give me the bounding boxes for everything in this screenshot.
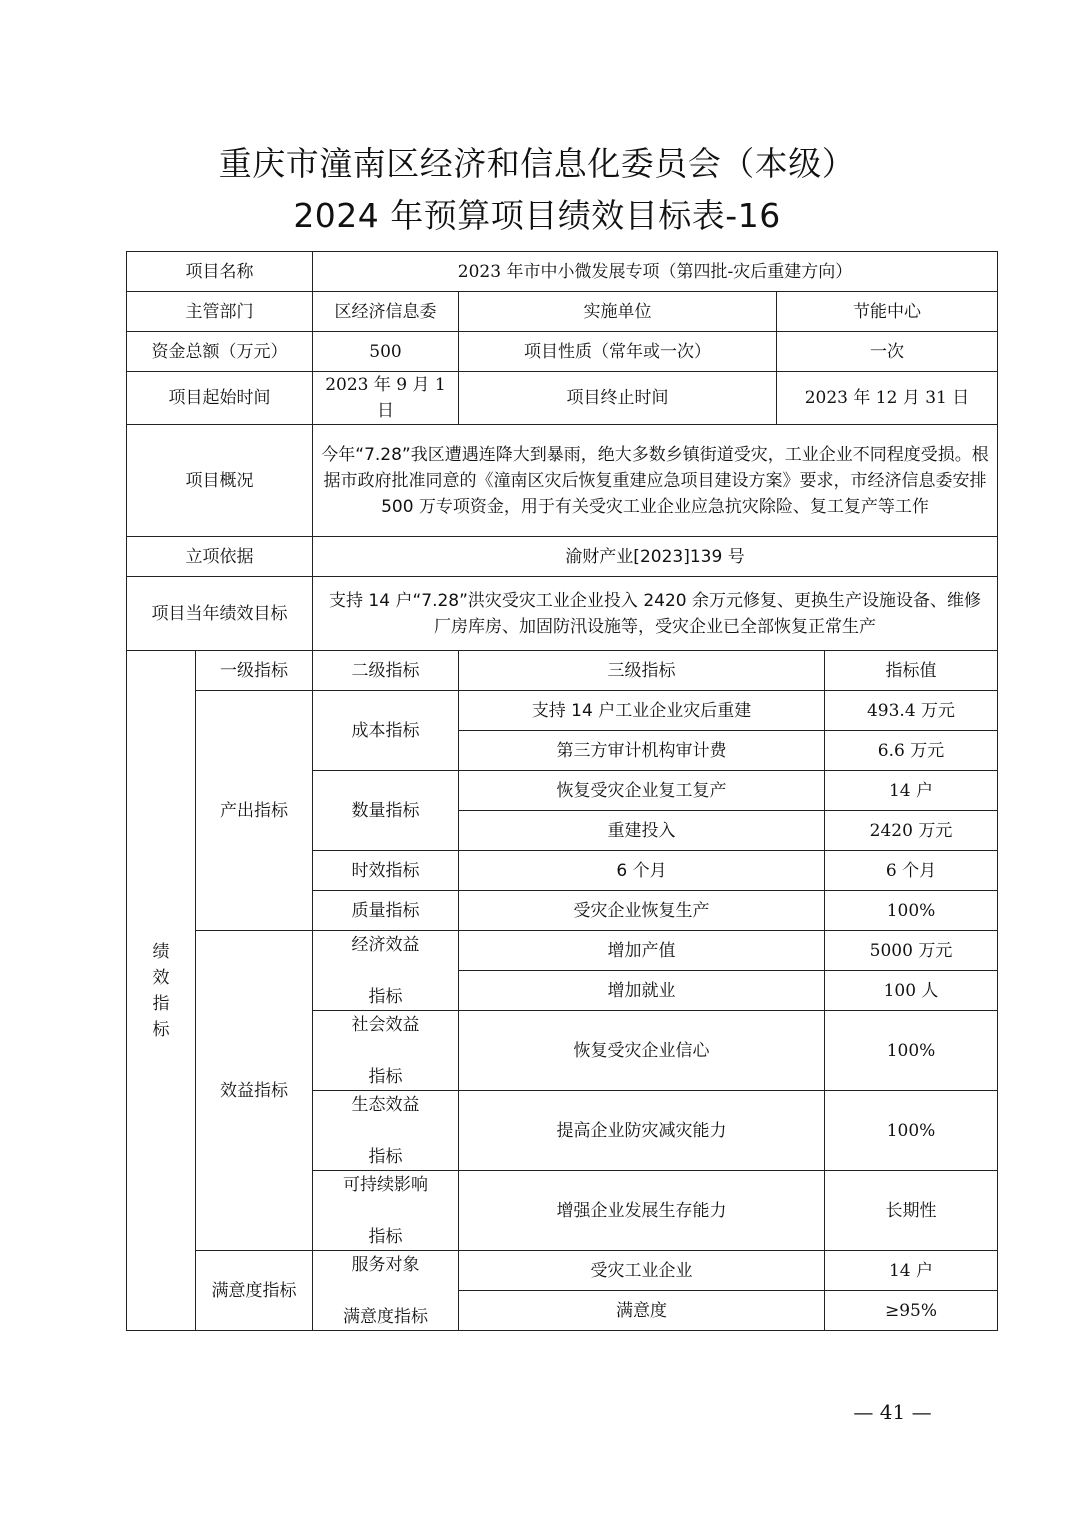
nature-label: 项目性质（常年或一次） — [459, 332, 777, 372]
econ-row-1-name: 增加产值 — [459, 931, 825, 971]
row-dept — [127, 292, 998, 332]
row-overview — [127, 425, 998, 537]
impl-value: 节能中心 — [777, 292, 998, 332]
sustain-row-value: 长期性 — [825, 1171, 998, 1251]
impl-label: 实施单位 — [459, 292, 777, 332]
eco-label-line1: 生态效益 — [351, 1094, 420, 1115]
sustain-label — [313, 1171, 459, 1251]
row-goal — [127, 577, 998, 651]
eco-label-line2: 指标 — [368, 1146, 403, 1167]
header-level1: 一级指标 — [196, 651, 313, 691]
social-label-line2: 指标 — [368, 1066, 403, 1087]
time-row-name: 6 个月 — [459, 851, 825, 891]
cost-row-2-name: 第三方审计机构审计费 — [459, 731, 825, 771]
goal-label: 项目当年绩效目标 — [127, 577, 313, 651]
title-line-1: 重庆市潼南区经济和信息化委员会（本级） — [218, 144, 856, 183]
basis-value: 渝财产业[2023]139 号 — [313, 537, 998, 577]
end-label: 项目终止时间 — [459, 372, 777, 425]
table-row — [127, 1251, 998, 1291]
basis-label: 立项依据 — [127, 537, 313, 577]
row-basis — [127, 537, 998, 577]
section-char-1: 绩 — [152, 941, 170, 962]
start-value: 2023 年 9 月 1 日 — [313, 372, 459, 425]
row-funds — [127, 332, 998, 372]
start-label: 项目起始时间 — [127, 372, 313, 425]
quantity-row-1-name: 恢复受灾企业复工复产 — [459, 771, 825, 811]
social-row-value: 100% — [825, 1011, 998, 1091]
satisfaction-row-1-name: 受灾工业企业 — [459, 1251, 825, 1291]
cost-label: 成本指标 — [313, 691, 459, 771]
funds-value: 500 — [313, 332, 459, 372]
cost-row-1-value: 493.4 万元 — [825, 691, 998, 731]
nature-value: 一次 — [777, 332, 998, 372]
satisfaction-row-1-value: 14 户 — [825, 1251, 998, 1291]
satisfaction-label-line1: 服务对象 — [351, 1254, 420, 1275]
funds-label: 资金总额（万元） — [127, 332, 313, 372]
row-project-name — [127, 252, 998, 292]
row-dates — [127, 372, 998, 425]
overview-value: 今年“7.28”我区遭遇连降大到暴雨，绝大多数乡镇街道受灾，工业企业不同程度受损。根据市政府批准同意的《潼南区灾后恢复重建应急项目建设方案》要求，市经济信息委安排 500 万专项资金，用于有关受灾工业企业应急抗灾除险、复工复产等工作 — [313, 425, 998, 537]
header-level2: 二级指标 — [313, 651, 459, 691]
econ-row-1-value: 5000 万元 — [825, 931, 998, 971]
project-name-value: 2023 年市中小微发展专项（第四批-灾后重建方向） — [313, 252, 998, 292]
section-label — [127, 651, 196, 1331]
sustain-row-name: 增强企业发展生存能力 — [459, 1171, 825, 1251]
overview-label: 项目概况 — [127, 425, 313, 537]
econ-row-2-name: 增加就业 — [459, 971, 825, 1011]
title-line-2: 2024 年预算项目绩效目标表-16 — [293, 196, 781, 235]
table-row — [127, 691, 998, 731]
sustain-label-line1: 可持续影响 — [343, 1174, 428, 1195]
quality-row-value: 100% — [825, 891, 998, 931]
header-value: 指标值 — [825, 651, 998, 691]
goal-value: 支持 14 户“7.28”洪灾受灾工业企业投入 2420 余万元修复、更换生产设施设备、维修厂房库房、加固防汛设施等，受灾企业已全部恢复正常生产 — [313, 577, 998, 651]
quantity-row-1-value: 14 户 — [825, 771, 998, 811]
eco-row-name: 提高企业防灾减灾能力 — [459, 1091, 825, 1171]
dept-value: 区经济信息委 — [313, 292, 459, 332]
satisfaction-label — [313, 1251, 459, 1331]
social-row-name: 恢复受灾企业信心 — [459, 1011, 825, 1091]
sustain-label-line2: 指标 — [368, 1226, 403, 1247]
dept-label: 主管部门 — [127, 292, 313, 332]
section-char-2: 效 — [152, 967, 170, 988]
level1-output: 产出指标 — [196, 691, 313, 931]
econ-label-line2: 指标 — [368, 986, 403, 1007]
page-number: — 41 — — [853, 1400, 932, 1424]
time-label: 时效指标 — [313, 851, 459, 891]
social-label — [313, 1011, 459, 1091]
level1-satisfaction: 满意度指标 — [196, 1251, 313, 1331]
table-row — [127, 931, 998, 971]
header-level3: 三级指标 — [459, 651, 825, 691]
cost-row-2-value: 6.6 万元 — [825, 731, 998, 771]
quality-row-name: 受灾企业恢复生产 — [459, 891, 825, 931]
econ-label — [313, 931, 459, 1011]
eco-row-value: 100% — [825, 1091, 998, 1171]
cost-row-1-name: 支持 14 户工业企业灾后重建 — [459, 691, 825, 731]
indicator-header-row — [127, 651, 998, 691]
quality-label: 质量指标 — [313, 891, 459, 931]
quantity-row-2-name: 重建投入 — [459, 811, 825, 851]
econ-row-2-value: 100 人 — [825, 971, 998, 1011]
section-char-4: 标 — [152, 1019, 170, 1040]
satisfaction-label-line2: 满意度指标 — [343, 1306, 428, 1327]
quantity-row-2-value: 2420 万元 — [825, 811, 998, 851]
time-row-value: 6 个月 — [825, 851, 998, 891]
level1-benefit: 效益指标 — [196, 931, 313, 1251]
project-name-label: 项目名称 — [127, 252, 313, 292]
satisfaction-row-2-value: ≥95% — [825, 1291, 998, 1331]
quantity-label: 数量指标 — [313, 771, 459, 851]
econ-label-line1: 经济效益 — [351, 934, 420, 955]
eco-label — [313, 1091, 459, 1171]
performance-table — [126, 251, 998, 1331]
end-value: 2023 年 12 月 31 日 — [777, 372, 998, 425]
satisfaction-row-2-name: 满意度 — [459, 1291, 825, 1331]
section-char-3: 指 — [152, 993, 170, 1014]
social-label-line1: 社会效益 — [351, 1014, 420, 1035]
